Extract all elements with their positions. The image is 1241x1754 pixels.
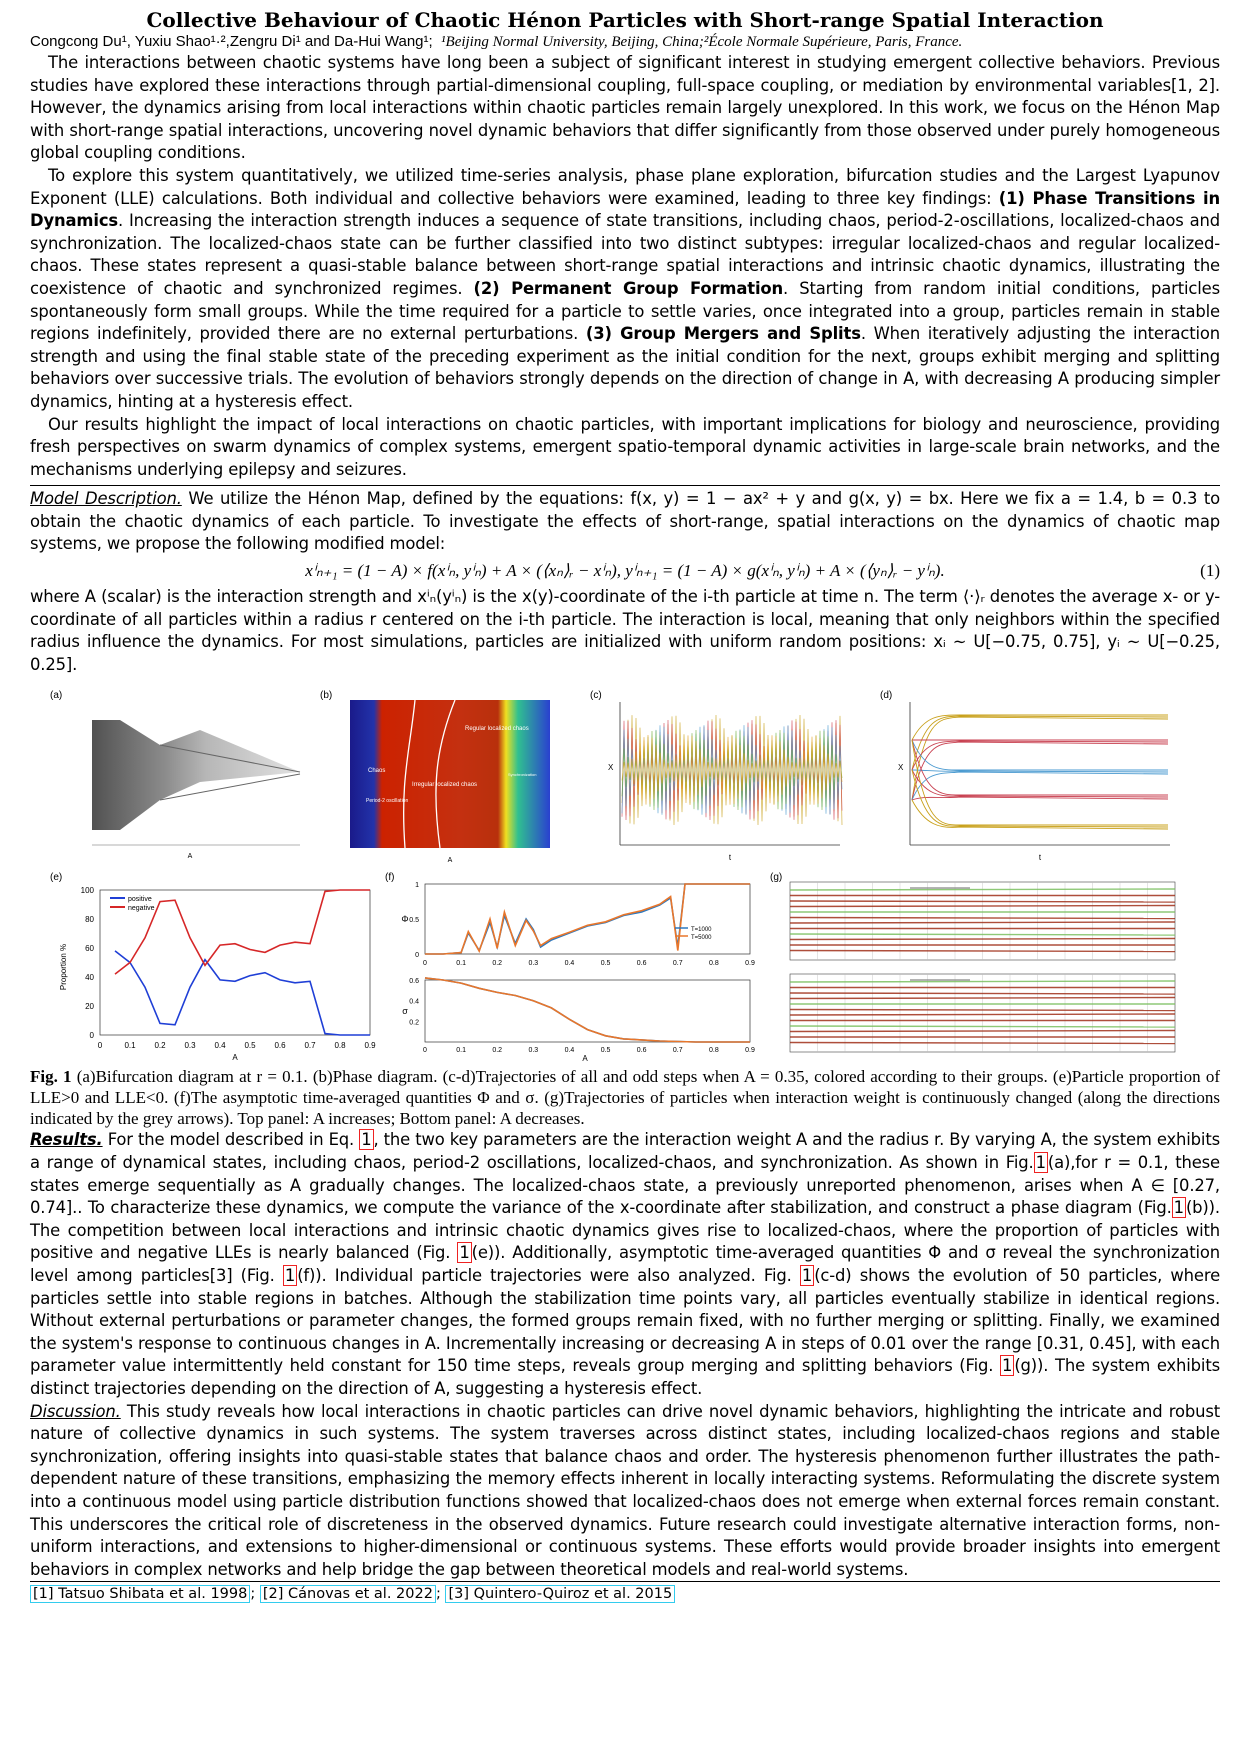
tick-label: 0.6 — [274, 1041, 286, 1051]
abstract-paragraph-2: To explore this system quantitatively, we utilized time-series analysis, phase plane exploration, bifurcation studies and the Largest Lyapunov Exponent (LLE) calculations. Both individual and collective behaviors were examined, leading to three key findings: (1) Phase Transitions in Dynamics. Increasing the interaction strength induces a sequence of state transitions, including chaos, period-2-oscillations, localized-chaos and synchronization. The localized-chaos state can be further classified into two distinct subtypes: irregular localized-chaos and regular localized-chaos. These states represent a quasi-stable balance between short-range spatial interactions and intrinsic chaotic dynamics, illustrating the coexistence of chaotic and synchronized regimes. (2) Permanent Group Formation. Starting from random initial conditions, particles spontaneously form small groups. While the time required for a particle to settle varies, once integrated into a group, particles remain in stable regions indefinitely, provided there are no external perturbations. (3) Group Mergers and Splits. When iteratively adjusting the interaction strength and using the final stable state of the preceding experiment as the initial condition for the next, groups exhibit merging and splitting behaviors over successive trials. The evolution of behaviors strongly depends on the direction of change in A, with decreasing A producing simpler dynamics, hinting at a hysteresis effect. — [30, 165, 1220, 411]
abstract-paragraph-3: Our results highlight the impact of local interactions on chaotic particles, with important implications for biology and neuroscience, providing fresh perspectives on swarm dynamics of complex systems, emergent spatio-temporal dynamic activities in large-scale brain networks, and the mechanisms underlying epilepsy and seizures. — [30, 414, 1220, 479]
svg-text:A: A — [187, 853, 193, 861]
tick-label: 0 — [89, 1031, 94, 1041]
region-chaos: Chaos — [368, 768, 386, 775]
trajectory-band — [790, 993, 1175, 994]
trajectory-band — [790, 951, 1175, 952]
tick-label: 0.8 — [709, 960, 719, 968]
trajectory-band — [790, 922, 1175, 923]
tick-label: 0.8 — [334, 1041, 346, 1051]
trajectory-band — [790, 1031, 1175, 1032]
series-line-negative — [115, 890, 370, 974]
tick-label: 0.9 — [745, 1047, 755, 1055]
legend-t1000: T=1000 — [691, 927, 712, 934]
tick-label: 0.2 — [492, 960, 503, 968]
tick-label: 0.8 — [709, 1047, 719, 1055]
trajectories-all-steps — [590, 690, 860, 862]
svg-text:X: X — [608, 763, 614, 773]
tick-label: 0.5 — [600, 960, 611, 968]
trajectory-band — [790, 934, 1175, 935]
panel-label-e: (e) — [50, 872, 63, 884]
legend-t5000: T=5000 — [691, 935, 712, 942]
fig-ref[interactable]: 1 — [459, 1243, 470, 1263]
panel-b-phase-diagram — [320, 690, 590, 865]
references-divider — [30, 1581, 1220, 1582]
tick-label: 0 — [423, 960, 427, 968]
model-heading: Model Description. — [30, 489, 182, 509]
tick-label: 0.4 — [564, 1047, 575, 1055]
tick-label: 0.3 — [528, 1047, 539, 1055]
trajectory-band — [790, 998, 1175, 999]
y-axis-label: σ — [402, 1006, 408, 1017]
tick-label: 0.2 — [154, 1041, 166, 1051]
equation-number: (1) — [1200, 561, 1220, 581]
tick-label: 0.2 — [492, 1047, 503, 1055]
svg-text:A: A — [447, 857, 453, 865]
svg-text:t: t — [1038, 853, 1042, 863]
tick-label: 0 — [415, 952, 419, 960]
trajectory-line — [912, 740, 1168, 825]
section-divider — [30, 485, 1220, 486]
y-axis-label: Φ — [401, 914, 409, 925]
tick-label: 0.9 — [364, 1041, 376, 1051]
trajectory-band — [790, 1026, 1175, 1027]
tick-label: 0.6 — [409, 978, 419, 986]
trajectory-band — [790, 939, 1175, 940]
finding-1: (1) Phase Transitions in Dynamics — [30, 188, 1220, 231]
discussion-section: Discussion. This study reveals how local interactions in chaotic particles can drive novel dynamic behaviors, highlighting the intricate and robust nature of collective dynamics in such systems. The system traverses across distinct states, including localized-chaos regions and stable synchronization, offering insights into quasi-stable states that balance chaos and order. The hysteresis phenomenon further illustrates the path-dependent nature of these transitions, emphasizing the memory effects inherent in locally interacting systems. Reformulating the discrete system into a continuous model using particle distribution functions showed that localized-chaos does not emerge when external forces remain constant. This underscores the critical role of discreteness in the observed dynamics. Future research could investigate alternative interaction forms, non-uniform interactions, and extensions to higher-dimensional or continuous systems. These efforts would provide broader insights into emergent behaviors in complex networks and help bridge the gap between theoretical models and real-world systems. — [30, 1401, 1220, 1579]
tick-label: 0.1 — [456, 1047, 466, 1055]
panel-label-f: (f) — [385, 872, 395, 884]
results-heading: Results. — [30, 1130, 103, 1150]
panel-c-trajectories — [590, 690, 860, 863]
trajectory-line — [912, 717, 1168, 800]
authors: Congcong Du¹, Yuxiu Shao¹·²,Zengru Di¹ and Da-Hui Wang¹; — [30, 33, 433, 50]
tick-label: 0.4 — [564, 960, 575, 968]
author-line — [30, 32, 1220, 52]
caption-lead: Fig. 1 — [30, 1067, 72, 1087]
reference-2[interactable]: [2] Cánovas et al. 2022 — [260, 1585, 436, 1603]
trajectory-line — [912, 740, 1168, 770]
panel-d-trajectories — [880, 690, 1180, 863]
region-sync: Synchronization — [508, 772, 537, 778]
finding-3: (3) Group Mergers and Splits — [585, 324, 861, 344]
trajectory-band — [790, 1014, 1175, 1015]
tick-label: 0.6 — [636, 960, 647, 968]
tick-label: 0.6 — [636, 1047, 647, 1055]
tick-label: 0.1 — [456, 960, 466, 968]
phase-diagram — [320, 690, 590, 865]
tick-label: 1 — [415, 882, 419, 890]
tick-label: 0.9 — [745, 960, 755, 968]
legend-positive: positive — [128, 896, 152, 904]
tick-label: 0 — [423, 1047, 427, 1055]
legend-negative: negative — [128, 905, 155, 913]
trajectories-odd-steps — [880, 690, 1180, 862]
trajectory-line — [622, 735, 842, 805]
tick-label: 0.3 — [528, 960, 539, 968]
region-irregular: Irregular localized chaos — [412, 782, 478, 789]
tick-label: 40 — [85, 973, 94, 983]
panel-g-hysteresis — [770, 872, 1180, 1062]
figure-1 — [30, 690, 1220, 1062]
trajectory-band — [790, 1010, 1175, 1011]
model-equation: xⁱₙ₊₁ = (1 − A) × f(xⁱₙ, yⁱₙ) + A × (⟨xₙ⟩ᵣ − xⁱₙ), yⁱₙ₊₁ = (1 − A) × g(xⁱₙ, yⁱₙ) + A × (⟨yₙ⟩ᵣ − yⁱₙ). (1) — [30, 556, 1220, 586]
proportion-chart — [50, 872, 380, 1062]
x-axis-label: A — [582, 1054, 588, 1063]
panel-a-bifurcation — [50, 690, 320, 860]
references: [1] Tatsuo Shibata et al. 1998 ; [2] Cánovas et al. 2022 ; [3] Quintero-Quiroz et al. 2015 — [30, 1584, 1220, 1604]
abstract-paragraph-1: The interactions between chaotic systems have long been a subject of significant interest in studying emergent collective behaviors. Previous studies have explored these interactions through partial-dimensional coupling, full-space coupling, or mediation by environmental variables[1, 2]. However, the dynamics arising from local interactions within chaotic particles remain largely unexplored. In this work, we focus on the Hénon Map with short-range spatial interactions, uncovering novel dynamic behaviors that differ significantly from those observed under purely homogeneous global coupling conditions. — [30, 53, 1220, 163]
tick-label: 0.3 — [184, 1041, 196, 1051]
results-section: Results. For the model described in Eq. 1 , the two key parameters are the interaction weight A and the radius r. By varying A, the system exhibits a range of dynamical states, including chaos, period-2 oscillations, localized-chaos, and synchronization. As shown in Fig. 1 (a),for r = 0.1, these states emerge sequentially as A gradually changes. The localized-chaos state, a previously unreported phenomenon, arises when A ∈ [0.27, 0.74].. To characterize these dynamics, we compute the variance of the x-coordinate after stabilization, and construct a phase diagram (Fig. 1 (b)). The competition between local interactions and intrinsic chaotic dynamics gives rise to localized-chaos, where the proportion of particles with positive and negative LLEs is nearly balanced (Fig. 1 (e)). Additionally, asymptotic time-averaged quantities Φ and σ reveal the synchronization level among particles[3] (Fig. 1 (f)). Individual particle trajectories were also analyzed. Fig. 1 (c-d) shows the evolution of 50 particles, where particles settle into stable regions in batches. Although the stabilization time points vary, all particles eventually stabilize in identical regions. Without external perturbations or parameter changes, the formed groups remain fixed, with no further merging or splitting. Finally, we examined the system's response to continuous changes in A. Incrementally increasing or decreasing A in steps of 0.01 over the range [0.31, 0.45], with each parameter value intermittently held constant for 150 time steps, reveals group merging and splitting behaviors (Fig. 1 (g)). The system exhibits distinct trajectories depending on the direction of A, suggesting a hysteresis effect. — [30, 1130, 1221, 1398]
panel-label-b: (b) — [320, 690, 333, 702]
paper-title: Collective Behaviour of Chaotic Hénon Particles with Short-range Spatial Interaction — [146, 8, 1104, 32]
fig-ref[interactable]: 1 — [284, 1266, 296, 1285]
region-period2: Period-2 oscillation — [366, 798, 409, 805]
panel-label-c: (c) — [590, 690, 602, 702]
plot-frame — [425, 884, 750, 954]
tick-label: 0 — [97, 1041, 103, 1051]
trajectory-line — [912, 740, 1168, 795]
model-explanation: where A (scalar) is the interaction strength and xⁱₙ(yⁱₙ) is the x(y)-coordinate of the i-th particle at time n. The term ⟨·⟩ᵣ denotes the average x- or y-coordinate of all particles within a radius r centered on the i-th particle. The interaction is local, meaning that only neighbors within the specified radius influence the dynamics. For most simulations, particles are initialized with uniform random positions: xᵢ ∼ U[−0.75, 0.75], yᵢ ∼ U[−0.25, 0.25]. — [30, 587, 1220, 674]
trajectory-band — [790, 906, 1175, 907]
tick-label: 0.5 — [244, 1041, 256, 1051]
svg-text:t: t — [728, 853, 732, 863]
eq-ref[interactable]: 1 — [361, 1130, 372, 1150]
reference-1[interactable]: [1] Tatsuo Shibata et al. 1998 — [30, 1585, 250, 1603]
panel-f-phi-sigma — [385, 872, 765, 1062]
tick-label: 80 — [85, 915, 94, 925]
series-line-positive — [115, 951, 370, 1035]
phi-sigma-chart — [385, 872, 765, 1062]
reference-3[interactable]: [3] Quintero-Quiroz et al. 2015 — [445, 1585, 675, 1603]
fig-ref[interactable]: 1 — [1002, 1356, 1013, 1376]
fig-ref[interactable]: 1 — [1173, 1198, 1184, 1218]
tick-label: 0.2 — [409, 1019, 419, 1027]
tick-label: 0.7 — [672, 1047, 683, 1055]
svg-text:X: X — [898, 763, 904, 773]
series-line-T=1000 — [425, 884, 750, 954]
tick-label: 0.5 — [600, 1047, 611, 1055]
discussion-heading: Discussion. — [30, 1401, 121, 1421]
hysteresis-trajectories — [770, 872, 1180, 1062]
tick-label: 0.4 — [214, 1041, 226, 1051]
paper-page — [30, 8, 1220, 1604]
trajectory-band — [790, 918, 1175, 919]
trajectory-band — [790, 889, 1175, 890]
bifurcation-plot — [50, 690, 320, 860]
y-axis-label: Proportion % — [59, 944, 68, 991]
tick-label: 0.7 — [672, 960, 683, 968]
fig-ref[interactable]: 1 — [1035, 1153, 1046, 1173]
region-regular: Regular localized chaos — [465, 726, 529, 733]
trajectory-band — [790, 981, 1175, 982]
tick-label: 0.4 — [409, 999, 419, 1007]
fig-ref[interactable]: 1 — [801, 1266, 813, 1285]
figure-caption: Fig. 1 (a)Bifurcation diagram at r = 0.1. (b)Phase diagram. (c-d)Trajectories of all and odd steps when A = 0.35, colored according to their groups. (e)Particle proportion of LLE>0 and LLE<0. (f)The asymptotic time-averaged quantities Φ and σ. (g)Trajectories of particles when interaction weight is continuously changed (along the directions indicated by the grey arrows). Top panel: A increases; Bottom panel: A decreases. — [30, 1067, 1220, 1129]
panel-label-a: (a) — [50, 690, 63, 702]
tick-label: 0.7 — [304, 1041, 316, 1051]
trajectory-band — [790, 1043, 1175, 1044]
panel-e-proportion — [50, 872, 380, 1062]
panel-label-g: (g) — [770, 872, 783, 884]
model-description: Model Description. We utilize the Hénon Map, defined by the equations: f(x, y) = 1 − ax² + y and g(x, y) = bx. Here we fix a = 1.4, b = 0.3 to obtain the chaotic dynamics of each particle. To investigate the effects of short-range, spatial interactions on the dynamics of chaotic map systems, we propose the following modified model: — [30, 489, 1220, 554]
tick-label: 0.1 — [124, 1041, 136, 1051]
tick-label: 60 — [85, 944, 94, 954]
panel-label-d: (d) — [880, 690, 893, 702]
series-line-T=5000 — [425, 884, 750, 954]
affiliations: ¹Beijing Normal University, Beijing, China;²École Normale Supérieure, Paris, France. — [441, 34, 963, 50]
finding-2: (2) Permanent Group Formation — [473, 278, 784, 298]
series-line-T=5000 — [425, 978, 750, 1042]
x-axis-label: A — [232, 1053, 238, 1063]
tick-label: 100 — [80, 886, 94, 896]
trajectory-line — [912, 797, 1168, 800]
plot-frame — [425, 980, 750, 1042]
tick-label: 20 — [85, 1002, 94, 1012]
trajectory-line — [912, 741, 1168, 770]
trajectory-band — [790, 901, 1175, 902]
tick-label: 0.5 — [409, 917, 419, 925]
